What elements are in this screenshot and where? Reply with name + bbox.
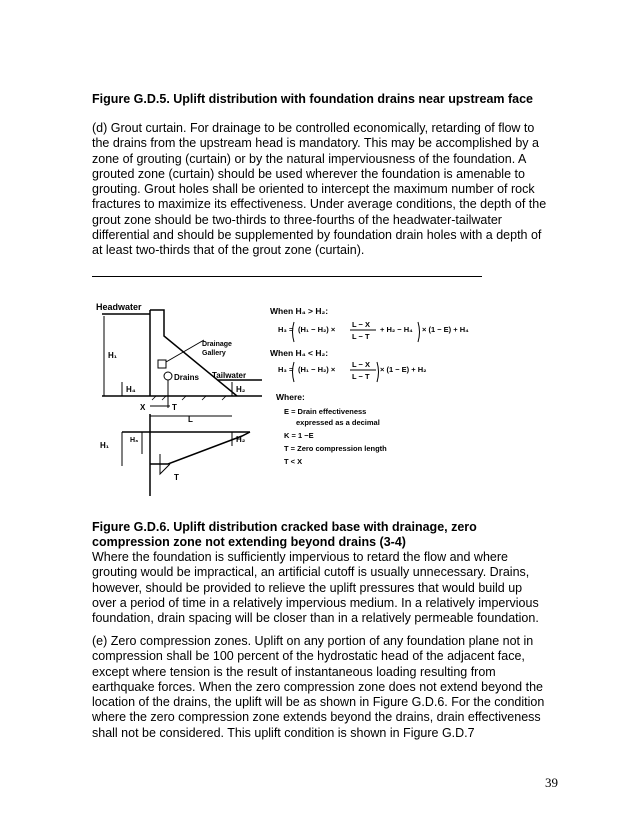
paragraph-zero-compression: (e) Zero compression zones. Uplift on any portion of any foundation plane not in compression shall be 100 percent of the hydrostatic head of the adjacent face, except where tension is the result of instantaneous loading resulting from earthquake forces. When the zero compression zone does not extend beyond the location of the drains, the uplift will be as shown in Figure G.D.6. For the condition where the zero compression zone extends beyond the drains, drain effectiveness shall not be considered. This uplift condition is shown in Figure G.D.7 (92, 634, 545, 740)
def-e-cont: expressed as a decimal (296, 418, 380, 427)
eq2-term: (H₁ − H₂) × (298, 365, 336, 374)
condition-2: When H₄ < H₂: (270, 348, 329, 358)
drain-symbol (164, 372, 172, 380)
t-label-top: T (172, 403, 177, 412)
horizontal-rule (92, 276, 482, 277)
eq2-numerator: L − X (352, 360, 370, 369)
x-label: X (140, 403, 146, 412)
uplift-profile (150, 432, 250, 464)
eq2-lhs: H₃ = (278, 365, 294, 374)
eq1-term: (H₁ − H₂) × (298, 325, 336, 334)
uplift-diagram-figure (92, 296, 492, 496)
where-label: Where: (276, 392, 305, 402)
h4-label: H₄ (126, 385, 136, 394)
h3-uplift-label: H₃ (130, 437, 139, 444)
paragraph-grout-curtain: (d) Grout curtain. For drainage to be controlled economically, retarding of flow to the drains from the upstream head is mandatory. This may be accomplished by a zone of grouting (curtain) or by the natural imperviousness of the foundation. A grouted zone (curtain) should be used wherever the foundation is amenable to grouting. Grout holes shall be oriented to intercept the maximum number of rock fractures to maximize its effectiveness. Under average conditions, the depth of the grout zone should be two-thirds to three-fourths of the headwater-tailwater differential and should be supplemented by foundation drain holes with a depth of at least two-thirds that of the grout zone (curtain). (92, 121, 547, 258)
h2-uplift-label: H₂ (236, 435, 246, 444)
h1-uplift-label: H₁ (100, 441, 110, 450)
eq2-tail: × (1 − E) + H₂ (380, 365, 427, 374)
t-label-bottom: T (174, 473, 179, 482)
def-e: E = Drain effectiveness (284, 407, 367, 416)
condition-1: When H₄ > H₂: (270, 306, 329, 316)
h2-label: H₂ (236, 385, 246, 394)
gallery-leader (166, 340, 204, 362)
l-label: L (188, 415, 193, 424)
eq1-mid: + H₂ − H₄ (380, 325, 413, 334)
def-k: K = 1 −E (284, 431, 314, 440)
drainage-gallery (158, 360, 166, 368)
eq1-numerator: L − X (352, 320, 370, 329)
figure-g-d-5-caption: Figure G.D.5. Uplift distribution with foundation drains near upstream face (92, 92, 534, 106)
eq1-denominator: L − T (352, 332, 370, 341)
def-tx: T < X (284, 457, 303, 466)
uplift-diagram (92, 296, 492, 496)
tailwater-label: Tailwater (212, 371, 247, 380)
def-t: T = Zero compression length (284, 444, 387, 453)
drains-label: Drains (174, 373, 199, 382)
paragraph-impervious-foundation: Where the foundation is sufficiently impervious to retard the flow and where grouting would be impractical, an artificial cutoff is usually unnecessary. Drains, however, should be provided to relieve the uplift pressures that would build up over a period of time in a relatively impervious medium. In a relatively impervious foundation, drain spacing will be closer than in a relatively permeable foundation. (92, 550, 539, 626)
gallery-label: Gallery (202, 350, 226, 357)
headwater-label: Headwater (96, 302, 142, 312)
page-number: 39 (545, 775, 558, 790)
eq1-tail: × (1 − E) + H₄ (422, 325, 469, 334)
eq1-lhs: H₃ = (278, 325, 294, 334)
figure-g-d-6-caption: Figure G.D.6. Uplift distribution cracked base with drainage, zero compression zone not extending beyond drains (3-4) (92, 520, 477, 549)
h1-label: H₁ (108, 351, 118, 360)
eq2-denominator: L − T (352, 372, 370, 381)
drainage-label: Drainage (202, 341, 232, 348)
